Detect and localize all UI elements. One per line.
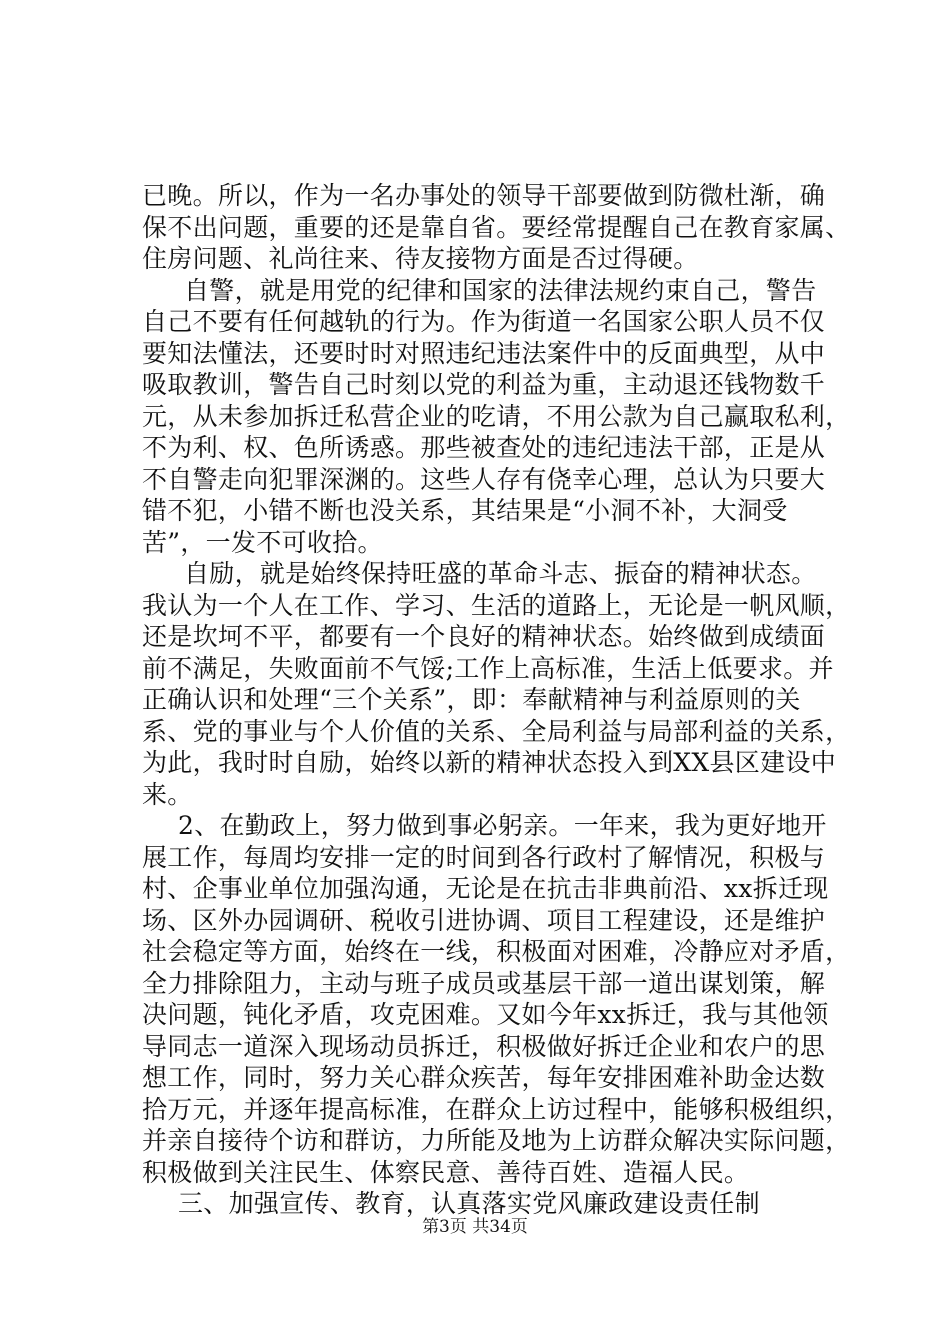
text-line: 错不犯，小错不断也没关系，其结果是“小洞不补，大洞受 bbox=[142, 496, 788, 525]
text-line: 自己不要有任何越轨的行为。作为街道一名国家公职人员不仅 bbox=[142, 307, 826, 336]
text-line: 住房问题、礼尚往来、待友接物方面是否过得硬。 bbox=[142, 244, 699, 273]
text-line: 场、区外办园调研、税收引进协调、项目工程建设，还是维护 bbox=[142, 905, 826, 935]
text-line: 保不出问题，重要的还是靠自省。要经常提醒自己在教育家属、 bbox=[142, 212, 851, 242]
page-footer bbox=[0, 1216, 950, 1238]
text-line: 村、企事业单位加强沟通，无论是在抗击非典前沿、xx拆迁现 bbox=[142, 874, 829, 903]
text-line: 积极做到关注民生、体察民意、善待百姓、造福人民。 bbox=[142, 1157, 750, 1187]
paragraph-start-line: 自警，就是用党的纪律和国家的法律法规约束自己，警告 bbox=[184, 275, 817, 305]
text-line: 我认为一个人在工作、学习、生活的道路上，无论是一帆风顺， bbox=[142, 590, 851, 620]
text-line: 苦”，一发不可收拾。 bbox=[142, 527, 383, 557]
text-line: 正确认识和处理“三个关系”，即：奉献精神与利益原则的关 bbox=[142, 685, 801, 714]
text-line: 不为利、权、色所诱惑。那些被查处的违纪违法干部，正是从 bbox=[142, 433, 826, 462]
text-line: 已晚。所以，作为一名办事处的领导干部要做到防微杜渐，确 bbox=[142, 181, 826, 210]
section-heading-line: 三、加强宣传、教育，认真落实党风廉政建设责任制 bbox=[178, 1189, 760, 1218]
text-line: 全力排除阻力，主动与班子成员或基层干部一道出谋划策，解 bbox=[142, 968, 826, 998]
text-line: 还是坎坷不平，都要有一个良好的精神状态。始终做到成绩面 bbox=[142, 622, 826, 651]
paragraph-start-line: 自励，就是始终保持旺盛的革命斗志、振奋的精神状态。 bbox=[184, 559, 817, 588]
text-line: 社会稳定等方面，始终在一线，积极面对困难，冷静应对矛盾， bbox=[142, 937, 851, 966]
page-number-label: 第3页 共34页 bbox=[422, 1217, 528, 1237]
text-line: 不自警走向犯罪深渊的。这些人存有侥幸心理，总认为只要大 bbox=[142, 464, 826, 494]
text-line: 导同志一道深入现场动员拆迁，积极做好拆迁企业和农户的思 bbox=[142, 1031, 826, 1061]
text-line: 系、党的事业与个人价值的关系、全局利益与局部利益的关系， bbox=[142, 716, 851, 746]
text-line: 要知法懂法，还要时时对照违纪违法案件中的反面典型，从中 bbox=[142, 338, 826, 368]
text-line: 元，从未参加拆迁私营企业的吃请，不用公款为自己赢取私利， bbox=[142, 401, 851, 431]
text-line: 并亲自接待个访和群访，力所能及地为上访群众解决实际问题， bbox=[142, 1126, 851, 1155]
text-line: 前不满足，失败面前不气馁;工作上高标准，生活上低要求。并 bbox=[142, 653, 834, 683]
text-line: 决问题，钝化矛盾，攻克困难。又如今年xx拆迁，我与其他领 bbox=[142, 1000, 829, 1029]
text-line: 拾万元，并逐年提高标准，在群众上访过程中，能够积极组织， bbox=[142, 1094, 851, 1124]
text-line: 吸取教训，警告自己时刻以党的利益为重，主动退还钱物数千 bbox=[142, 370, 826, 399]
text-line: 为此，我时时自励，始终以新的精神状态投入到XX县区建设中 bbox=[142, 748, 836, 777]
document-body bbox=[142, 180, 851, 1220]
text-line: 来。 bbox=[142, 779, 193, 809]
text-line: 展工作，每周均安排一定的时间到各行政村了解情况，积极与 bbox=[142, 842, 826, 872]
paragraph-start-line: 2、在勤政上，努力做到事必躬亲。一年来，我为更好地开 bbox=[178, 811, 827, 840]
text-line: 想工作，同时，努力关心群众疾苦，每年安排困难补助金达数 bbox=[142, 1063, 826, 1092]
